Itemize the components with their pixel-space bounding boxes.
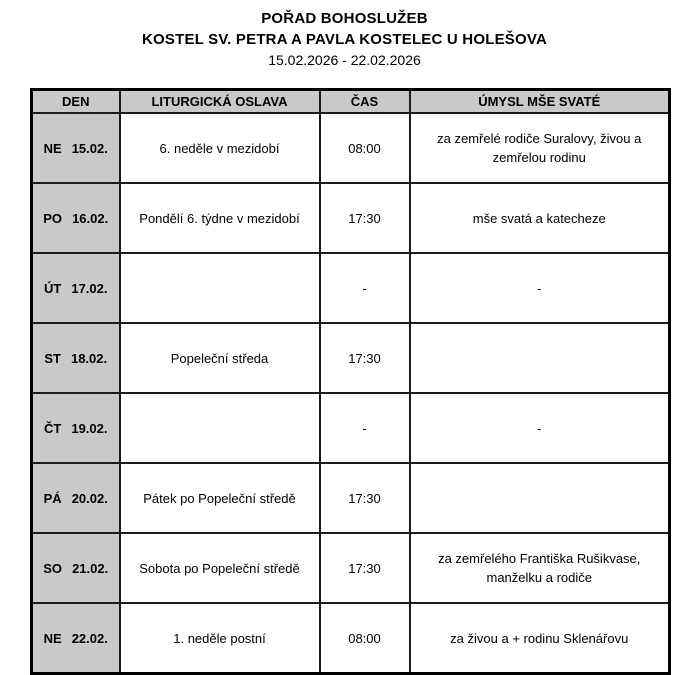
day-cell [32, 183, 120, 253]
intention-cell: za zemřelé rodiče Suralovy, živou a zemřelou rodinu [410, 113, 670, 183]
day-cell [32, 253, 120, 323]
intention-cell: - [410, 393, 670, 463]
schedule-row [32, 393, 670, 463]
church-name: KOSTEL SV. PETRA A PAVLA KOSTELEC U HOLEŠOVA [142, 31, 547, 48]
column-header-umysl-mse-svate: ÚMYSL MŠE SVATÉ [410, 90, 670, 114]
column-header-liturgicka-oslava: LITURGICKÁ OSLAVA [120, 90, 320, 114]
intention-cell: mše svatá a katecheze [410, 183, 670, 253]
time-cell: 17:30 [320, 183, 410, 253]
day-cell [32, 463, 120, 533]
schedule-row [32, 113, 670, 183]
time-cell: 17:30 [320, 463, 410, 533]
schedule-body [32, 113, 670, 674]
time-cell: 08:00 [320, 113, 410, 183]
time-cell: 17:30 [320, 533, 410, 603]
column-header-den: DEN [32, 90, 120, 114]
day-abbreviation: PO [43, 210, 63, 226]
celebration-cell [120, 393, 320, 463]
intention-cell [410, 323, 670, 393]
celebration-cell: Sobota po Popeleční středě [120, 533, 320, 603]
day-date: 21.02. [72, 560, 109, 576]
day-abbreviation: PÁ [43, 490, 62, 506]
day-date: 15.02. [71, 140, 108, 156]
celebration-cell [120, 253, 320, 323]
celebration-cell: 1. neděle postní [120, 603, 320, 674]
day-cell [32, 113, 120, 183]
page-title: POŘAD BOHOSLUŽEB [261, 10, 428, 27]
day-abbreviation: ČT [44, 420, 62, 436]
day-abbreviation: ST [44, 350, 61, 366]
schedule-row [32, 183, 670, 253]
schedule-header-row [32, 90, 670, 114]
day-abbreviation: NE [43, 140, 62, 156]
day-abbreviation: NE [43, 630, 62, 646]
day-abbreviation: SO [43, 560, 63, 576]
time-cell: 08:00 [320, 603, 410, 674]
intention-cell: za živou a + rodinu Sklenářovu [410, 603, 670, 674]
celebration-cell: 6. neděle v mezidobí [120, 113, 320, 183]
celebration-cell: Popeleční středa [120, 323, 320, 393]
time-cell: - [320, 253, 410, 323]
schedule-row [32, 253, 670, 323]
day-date: 19.02. [71, 420, 108, 436]
day-cell [32, 323, 120, 393]
bulletin-header [0, 0, 689, 71]
intention-cell: za zemřelého Františka Rušikvase, manželku a rodiče [410, 533, 670, 603]
celebration-cell: Pátek po Popeleční středě [120, 463, 320, 533]
day-abbreviation: ÚT [44, 280, 62, 296]
day-date: 18.02. [70, 350, 108, 366]
schedule-row [32, 533, 670, 603]
day-date: 16.02. [72, 210, 109, 226]
day-date: 17.02. [71, 280, 108, 296]
day-cell [32, 393, 120, 463]
schedule-table [30, 88, 671, 675]
day-date: 22.02. [71, 630, 108, 646]
schedule-row [32, 463, 670, 533]
celebration-cell: Pondělí 6. týdne v mezidobí [120, 183, 320, 253]
intention-cell [410, 463, 670, 533]
time-cell: - [320, 393, 410, 463]
date-range: 15.02.2026 - 22.02.2026 [268, 52, 421, 68]
schedule-row [32, 323, 670, 393]
day-cell [32, 603, 120, 674]
column-header-cas: ČAS [320, 90, 410, 114]
intention-cell: - [410, 253, 670, 323]
day-cell [32, 533, 120, 603]
schedule-row [32, 603, 670, 674]
day-date: 20.02. [71, 490, 108, 506]
time-cell: 17:30 [320, 323, 410, 393]
